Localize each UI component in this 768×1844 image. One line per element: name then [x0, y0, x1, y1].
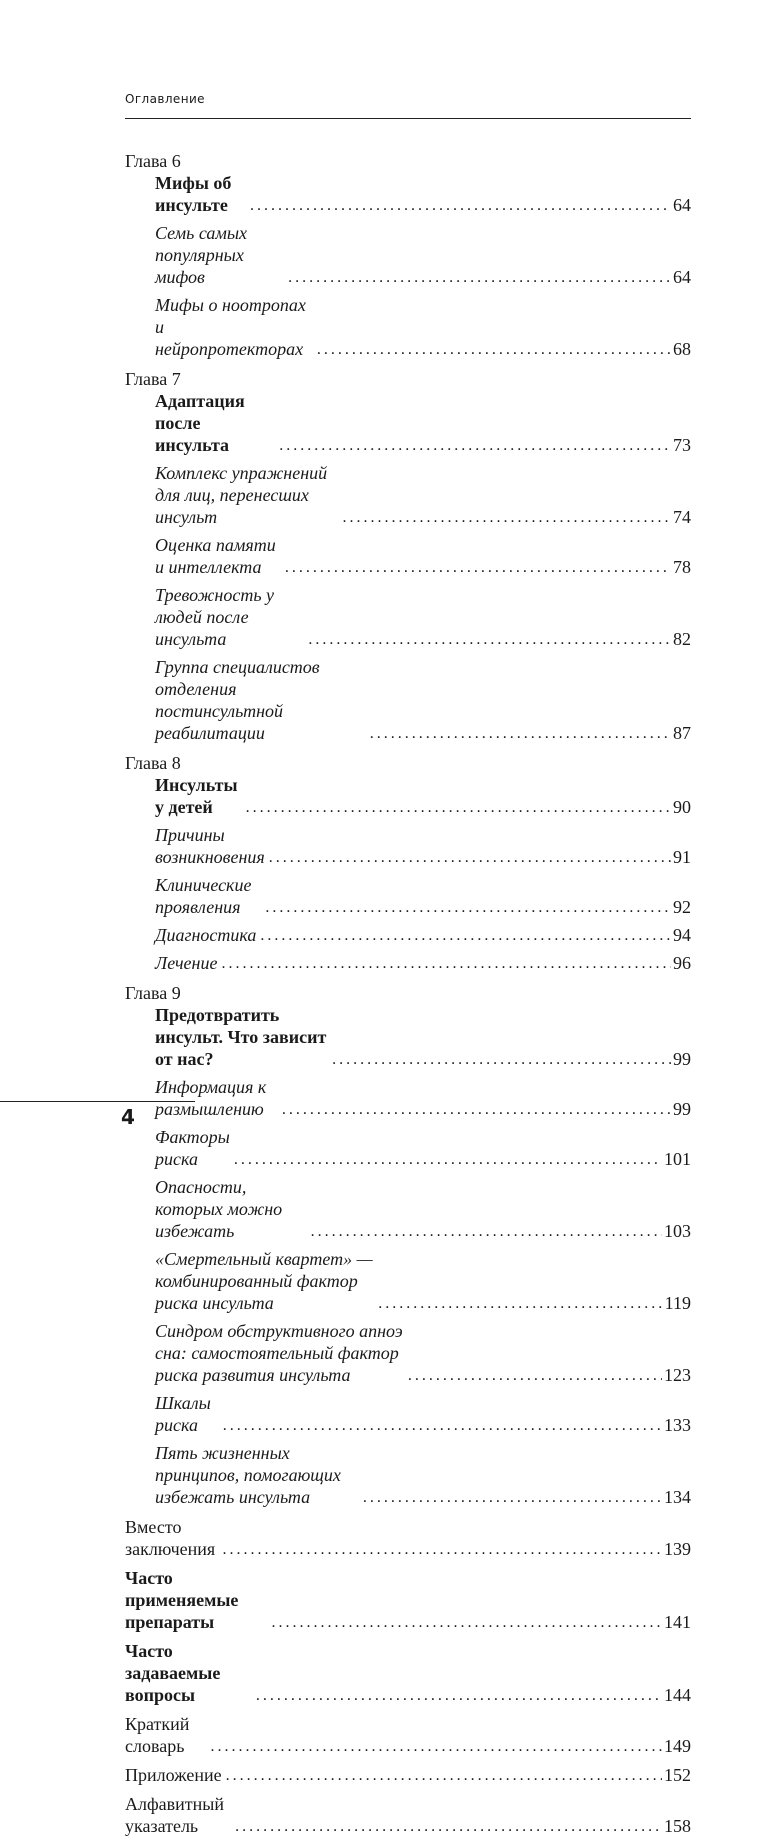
entry-title: Мифы о ноотропах и нейропротекторах	[155, 295, 306, 359]
dot-leader	[317, 340, 671, 360]
entry-page: 74	[673, 507, 691, 527]
toc-entry[interactable]	[125, 1442, 691, 1508]
dot-leader	[246, 798, 671, 818]
toc-entry[interactable]	[125, 1320, 691, 1386]
back-matter	[125, 1516, 691, 1837]
chapter-label: Глава 6	[125, 151, 181, 171]
entry-title: Факторы риска	[155, 1127, 230, 1169]
chapter-9	[125, 982, 691, 1508]
dot-leader	[250, 196, 671, 216]
dot-leader	[222, 1540, 662, 1560]
dot-leader	[235, 1817, 662, 1837]
dot-leader	[378, 1294, 662, 1314]
chapter-8	[125, 752, 691, 974]
entry-title: Краткий словарь	[125, 1714, 190, 1756]
entry-title: Опасности, которых можно избежать	[155, 1177, 283, 1241]
dot-leader	[363, 1488, 662, 1508]
entry-title: Приложение	[125, 1765, 222, 1785]
dot-leader	[343, 508, 672, 528]
entry-title: Часто задаваемые вопросы	[125, 1641, 221, 1705]
toc-entry[interactable]	[125, 952, 691, 974]
entry-page: 91	[673, 847, 691, 867]
toc-entry[interactable]	[125, 390, 691, 456]
toc-entry[interactable]	[125, 1567, 691, 1633]
entry-page: 73	[673, 435, 691, 455]
chapter-label: Глава 7	[125, 369, 181, 389]
dot-leader	[308, 630, 671, 650]
chapter-7	[125, 368, 691, 744]
dot-leader	[223, 1416, 662, 1436]
toc-entry[interactable]	[125, 1004, 691, 1070]
entry-page: 134	[664, 1487, 691, 1507]
toc-entry[interactable]	[125, 1392, 691, 1436]
toc-entry[interactable]	[125, 824, 691, 868]
entry-page: 82	[673, 629, 691, 649]
dot-leader	[408, 1366, 662, 1386]
entry-title: Оценка памяти и интеллекта	[155, 535, 276, 577]
entry-title: Мифы об инсульте	[155, 173, 232, 215]
entry-page: 96	[673, 953, 691, 973]
toc-entry[interactable]	[125, 1764, 691, 1786]
toc-entry[interactable]	[125, 1248, 691, 1314]
footer-rule	[0, 1101, 195, 1102]
entry-title: Комплекс упражнений для лиц, перенесших инсульт	[155, 463, 328, 527]
entry-page: 141	[664, 1612, 691, 1632]
toc-entry[interactable]	[125, 462, 691, 528]
dot-leader	[370, 724, 671, 744]
entry-page: 144	[664, 1685, 691, 1705]
dot-leader	[282, 1100, 671, 1120]
entry-page: 133	[664, 1415, 691, 1435]
toc-entry[interactable]	[125, 1793, 691, 1837]
dot-leader	[256, 1686, 662, 1706]
entry-title: Пять жизненных принципов, помогающих избежать инсульта	[155, 1443, 341, 1507]
toc-entry[interactable]	[125, 774, 691, 818]
entry-page: 64	[673, 195, 691, 215]
dot-leader	[332, 1050, 671, 1070]
page-number: 4	[121, 1105, 135, 1129]
entry-page: 78	[673, 557, 691, 577]
dot-leader	[311, 1222, 662, 1242]
entry-title: Клинические проявления	[155, 875, 252, 917]
entry-page: 64	[673, 267, 691, 287]
chapter-label: Глава 8	[125, 753, 181, 773]
entry-page: 99	[673, 1099, 691, 1119]
toc-entry[interactable]	[125, 874, 691, 918]
entry-page: 139	[664, 1539, 691, 1559]
dot-leader	[269, 848, 671, 868]
entry-page: 149	[664, 1736, 691, 1756]
dot-leader	[288, 268, 671, 288]
dot-leader	[260, 926, 671, 946]
entry-title: Тревожность у людей после инсульта	[155, 585, 275, 649]
entry-page: 94	[673, 925, 691, 945]
entry-page: 119	[664, 1293, 691, 1313]
header-rule	[125, 118, 691, 119]
entry-title: Адаптация после инсульта	[155, 391, 245, 455]
entry-page: 158	[664, 1816, 691, 1836]
entry-page: 68	[673, 339, 691, 359]
entry-title: Семь самых популярных мифов	[155, 223, 248, 287]
entry-title: Диагностика	[155, 925, 257, 945]
dot-leader	[279, 436, 671, 456]
toc-entry[interactable]	[125, 1516, 691, 1560]
dot-leader	[226, 1766, 662, 1786]
table-of-contents	[125, 150, 691, 1844]
dot-leader	[285, 558, 671, 578]
toc-entry[interactable]	[125, 1076, 691, 1120]
toc-entry[interactable]	[125, 924, 691, 946]
entry-title: Группа специалистов отделения постинсультной реабилитации	[155, 657, 320, 743]
running-header: Оглавление	[125, 92, 205, 106]
toc-entry[interactable]	[125, 294, 691, 360]
chapter-label: Глава 9	[125, 983, 181, 1003]
entry-page: 101	[664, 1149, 691, 1169]
entry-title: Инсульты у детей	[155, 775, 238, 817]
toc-entry[interactable]	[125, 1640, 691, 1706]
entry-title: Предотвратить инсульт. Что зависит от нас?	[155, 1005, 327, 1069]
dot-leader	[265, 898, 671, 918]
entry-page: 87	[673, 723, 691, 743]
dot-leader	[234, 1150, 662, 1170]
entry-title: Вместо заключения	[125, 1517, 216, 1559]
entry-title: Часто применяемые препараты	[125, 1568, 239, 1632]
entry-page: 123	[664, 1365, 691, 1385]
toc-entry[interactable]	[125, 172, 691, 216]
toc-entry[interactable]	[125, 222, 691, 288]
entry-title: Лечение	[155, 953, 218, 973]
toc-entry[interactable]	[125, 1176, 691, 1242]
entry-title: Шкалы риска	[155, 1393, 211, 1435]
chapter-6	[125, 150, 691, 360]
toc-entry[interactable]	[125, 1126, 691, 1170]
entry-title: Причины возникновения	[155, 825, 265, 867]
entry-page: 92	[673, 897, 691, 917]
dot-leader	[211, 1737, 663, 1757]
entry-page: 103	[664, 1221, 691, 1241]
entry-page: 152	[664, 1765, 691, 1785]
entry-page: 90	[673, 797, 691, 817]
entry-title: Информация к размышлению	[155, 1077, 267, 1119]
entry-page: 99	[673, 1049, 691, 1069]
toc-entry[interactable]	[125, 534, 691, 578]
entry-title: «Смертельный квартет» — комбинированный фактор риска инсульта	[155, 1249, 373, 1313]
dot-leader	[221, 954, 671, 974]
entry-title: Алфавитный указатель	[125, 1794, 224, 1836]
toc-entry[interactable]	[125, 656, 691, 744]
dot-leader	[271, 1613, 662, 1633]
toc-entry[interactable]	[125, 584, 691, 650]
entry-title: Синдром обструктивного апноэ сна: самостоятельный фактор риска развития инсульта	[155, 1321, 403, 1385]
toc-entry[interactable]	[125, 1713, 691, 1757]
